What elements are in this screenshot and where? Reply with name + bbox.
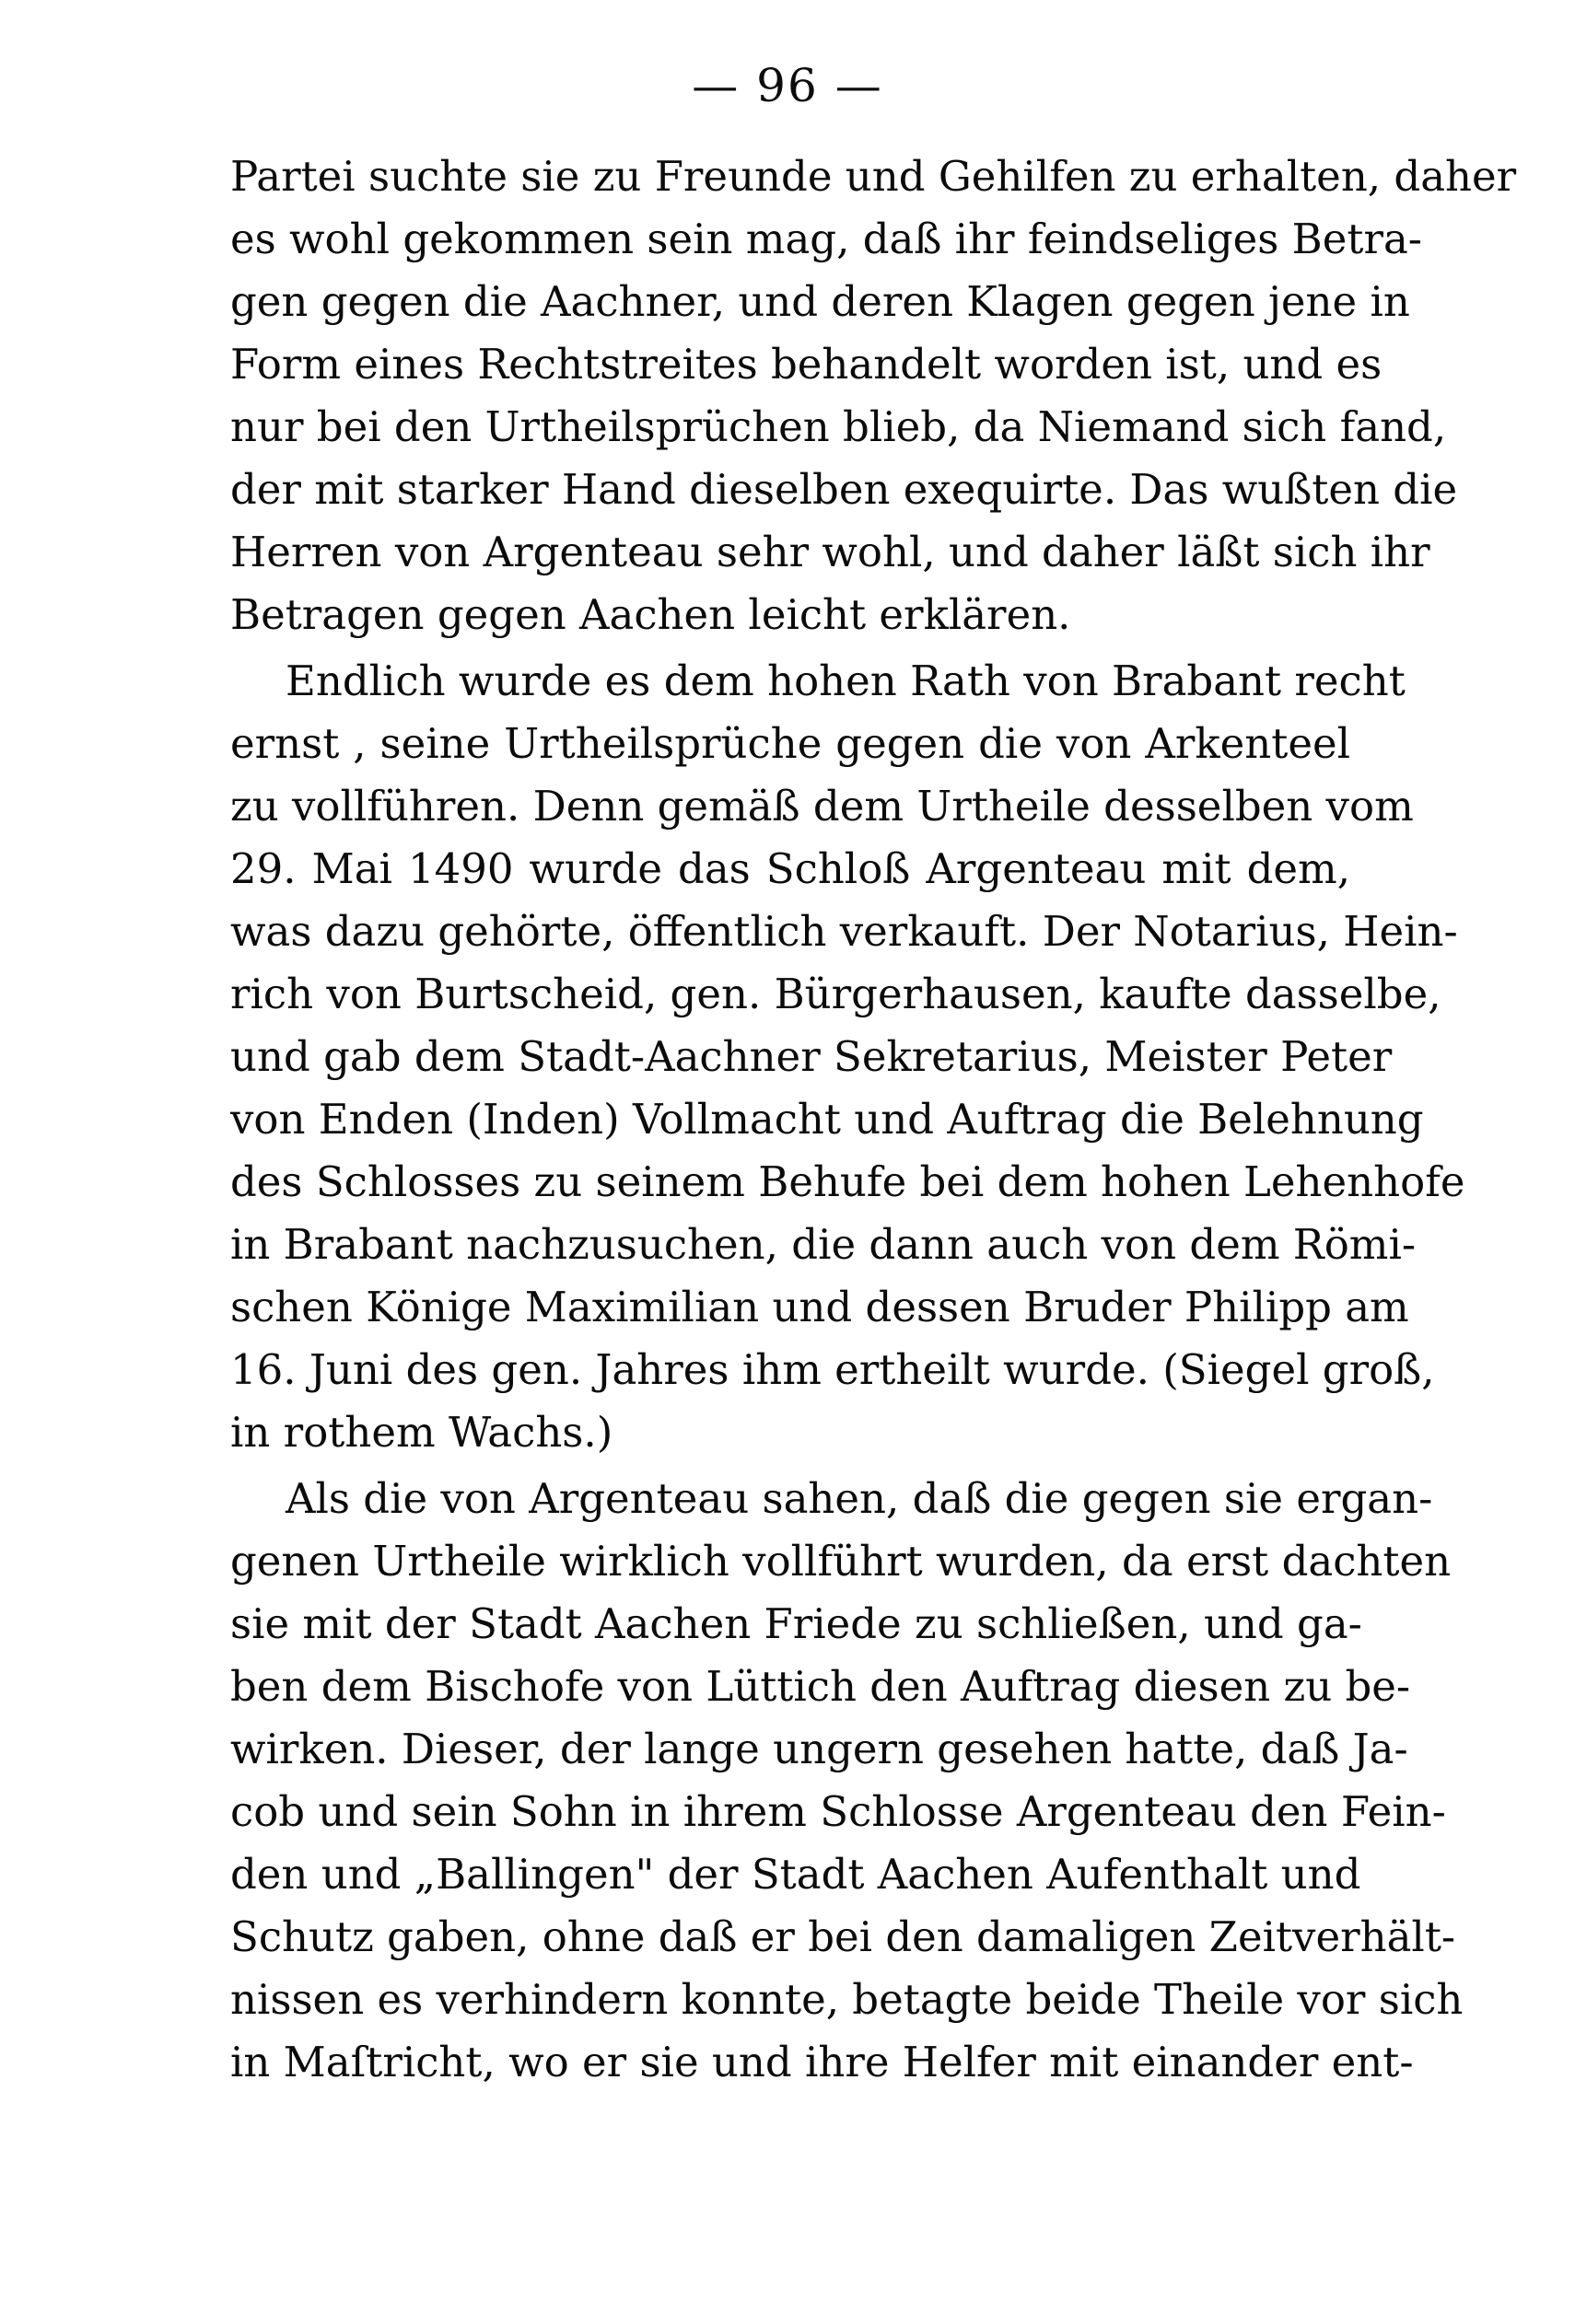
text-line: sie mit der Stadt Aachen Friede zu schließen, und ga- bbox=[230, 1599, 1362, 1648]
text-line: Form eines Rechtstreites behandelt worden ist, und es bbox=[230, 340, 1382, 389]
text-line: cob und sein Sohn in ihrem Schlosse Argenteau den Fein- bbox=[230, 1787, 1446, 1836]
text-line: Partei suchte sie zu Freunde und Gehilfen zu erhalten, daher bbox=[230, 152, 1517, 201]
text-line: Herren von Argenteau sehr wohl, und daher läßt sich ihr bbox=[230, 528, 1430, 576]
text-line: schen Könige Maximilian und dessen Bruder Philipp am bbox=[230, 1283, 1409, 1331]
text-line: des Schlosses zu seinem Behufe bei dem hohen Lehenhofe bbox=[230, 1157, 1465, 1206]
text-line: der mit starker Hand dieselben exequirte. Das wußten die bbox=[230, 465, 1458, 514]
text-line: rich von Burtscheid, gen. Bürgerhausen, kaufte dasselbe, bbox=[230, 970, 1441, 1018]
page-number: — 96 — bbox=[692, 59, 883, 112]
text-line: ernst , seine Urtheilsprüche gegen die von Arkenteel bbox=[230, 719, 1350, 768]
text-line: Betragen gegen Aachen leicht erklären. bbox=[230, 590, 1071, 639]
text-line: was dazu gehörte, öffentlich verkauft. Der Notarius, Hein- bbox=[230, 907, 1458, 956]
text-line: genen Urtheile wirklich vollführt wurden, da erst dachten bbox=[230, 1537, 1452, 1586]
text-line: nissen es verhindern konnte, betagte beide Theile vor sich bbox=[230, 1975, 1464, 2024]
text-line: in rothem Wachs.) bbox=[230, 1408, 613, 1457]
paragraph-2 bbox=[230, 650, 1465, 1464]
text-line: zu vollführen. Denn gemäß dem Urtheile desselben vom bbox=[230, 782, 1414, 831]
text-line: von Enden (Inden) Vollmacht und Auftrag die Belehnung bbox=[230, 1095, 1424, 1144]
text-line: es wohl gekommen sein mag, daß ihr feindseliges Betra- bbox=[230, 215, 1423, 263]
paragraph-1 bbox=[230, 145, 1517, 646]
text-line: nur bei den Urtheilsprüchen blieb, da Niemand sich fand, bbox=[230, 402, 1447, 451]
text-line: wirken. Dieser, der lange ungern gesehen hatte, daß Ja- bbox=[230, 1725, 1408, 1773]
text-line: Endlich wurde es dem hohen Rath von Brabant recht bbox=[286, 657, 1406, 705]
text-line: 16. Juni des gen. Jahres ihm ertheilt wurde. (Siegel groß, bbox=[230, 1345, 1435, 1394]
paragraph-3 bbox=[230, 1468, 1464, 2094]
text-line: Als die von Argenteau sahen, daß die gegen sie ergan- bbox=[286, 1474, 1433, 1523]
text-line: gen gegen die Aachner, und deren Klagen gegen jene in bbox=[230, 277, 1410, 326]
text-line: in Brabant nachzusuchen, die dann auch von dem Römi- bbox=[230, 1220, 1417, 1269]
text-line: 29. Mai 1490 wurde das Schloß Argenteau mit dem, bbox=[230, 844, 1350, 893]
text-line: den und „Ballingen" der Stadt Aachen Aufenthalt und bbox=[230, 1850, 1361, 1899]
text-line: ben dem Bischofe von Lüttich den Auftrag diesen zu be- bbox=[230, 1662, 1411, 1711]
text-line: in Maſtricht, wo er sie und ihre Helfer mit einander ent- bbox=[230, 2038, 1414, 2086]
text-line: Schutz gaben, ohne daß er bei den damaligen Zeitverhält- bbox=[230, 1912, 1456, 1961]
body-text bbox=[230, 145, 1517, 2094]
text-line: und gab dem Stadt-Aachner Sekretarius, Meister Peter bbox=[230, 1032, 1393, 1081]
